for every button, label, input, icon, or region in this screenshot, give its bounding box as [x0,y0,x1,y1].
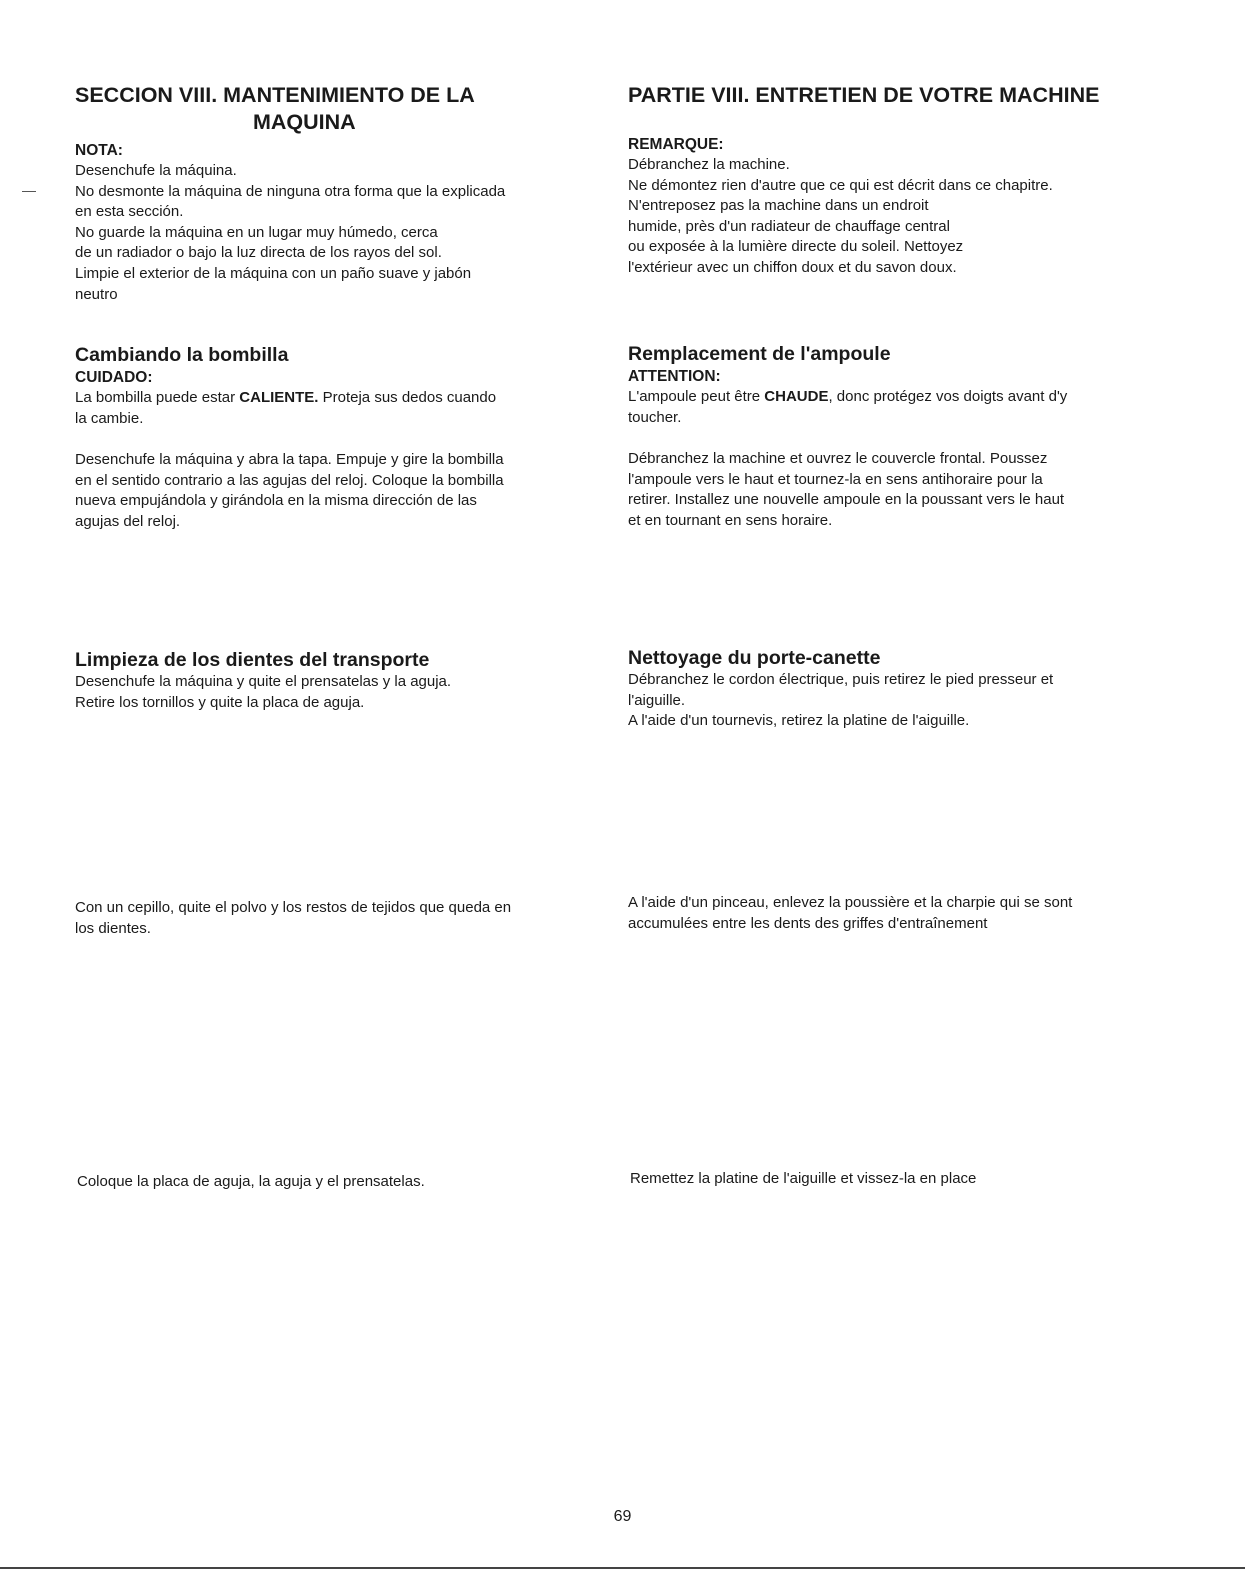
es-caution-post: Proteja sus dedos cuando [318,389,497,406]
fr-replace-text: Remettez la platine de l'aiguille et vissez-la en place [630,1170,977,1187]
es-feed-text [75,672,615,713]
fr-bulb-line: l'ampoule vers le haut et tournez-la en sens antihoraire pour la [628,470,1043,488]
fr-note-line: Ne démontez rien d'autre que ce qui est décrit dans ce chapitre. [628,176,1053,194]
fr-brush-section [628,893,1188,934]
fr-section-header [628,82,1188,279]
fr-bulb-title: Remplacement de l'ampoule [628,343,891,365]
es-note-line: en esta sección. [75,203,184,221]
fr-caution-post: , donc protégez vos doigts avant d'y [828,388,1068,405]
fr-feed-section [628,646,1188,732]
es-bulb-line: nueva empujándola y girándola en la misma dirección de las [75,492,477,510]
fr-brush-line: accumulées entre les dents des griffes d'entraînement [628,914,988,932]
fr-bulb-line: et en tournant en sens horaire. [628,511,833,529]
es-caution-hot: CALIENTE. [239,389,319,406]
es-feed-section [75,648,615,713]
fr-brush-line: A l'aide d'un pinceau, enlevez la poussière et la charpie qui se sont [628,894,1073,911]
page-number: 69 [613,1508,632,1525]
es-note-text [75,161,615,305]
fr-bulb-section [628,342,1188,532]
fr-section-title: PARTIE VIII. ENTRETIEN DE VOTRE MACHINE [628,83,1100,107]
es-bulb-section [75,343,615,533]
bottom-rule [0,1567,1245,1569]
es-note-line: Limpie el exterior de la máquina con un paño suave y jabón [75,264,472,282]
fr-caution-line: toucher. [628,408,682,426]
es-brush-text [75,898,615,939]
fr-note-line: humide, près d'un radiateur de chauffage central [628,217,950,235]
es-brush-line: Con un cepillo, quite el polvo y los restos de tejidos que queda en [75,899,512,916]
es-section-title-line2: MAQUINA [253,110,356,134]
es-bulb-line: en el sentido contrario a las agujas del reloj. Coloque la bombilla [75,471,504,489]
es-bulb-title: Cambiando la bombilla [75,344,289,366]
fr-feed-title: Nettoyage du porte-canette [628,647,881,669]
es-caution-text [75,388,615,429]
fr-note-text [628,155,1188,279]
fr-feed-text [628,670,1188,732]
fr-bulb-text [628,449,1188,531]
fr-caution-label: ATTENTION: [628,368,721,385]
es-feed-line: Retire los tornillos y quite la placa de aguja. [75,693,365,711]
fr-bulb-line: Débranchez la machine et ouvrez le couvercle frontal. Poussez [628,450,1048,468]
fr-caution-pre: L'ampoule peut être [628,388,765,405]
es-feed-line: Desenchufe la máquina y quite el prensatelas y la aguja. [75,673,452,690]
fr-caution-line [628,387,1188,408]
fr-feed-line: l'aiguille. [628,691,686,709]
fr-feed-line: Débranchez le cordon électrique, puis retirez le pied presseur et [628,671,1054,688]
es-note-line: de un radiador o bajo la luz directa de los rayos del sol. [75,244,442,262]
fr-bulb-line: retirer. Installez une nouvelle ampoule en la poussant vers le haut [628,491,1065,509]
es-caution-label: CUIDADO: [75,369,153,386]
fr-note-line: Débranchez la machine. [628,156,790,173]
es-caution-line: la cambie. [75,409,144,427]
es-feed-title: Limpieza de los dientes del transporte [75,649,430,671]
fr-brush-text [628,893,1188,934]
es-section-title-line1: SECCION VIII. MANTENIMIENTO DE LA [75,83,475,107]
fr-feed-line: A l'aide d'un tournevis, retirez la platine de l'aiguille. [628,712,970,730]
es-note-line: No guarde la máquina en un lugar muy húmedo, cerca [75,223,438,241]
fr-replace-section [630,1169,1190,1190]
es-section-header [75,82,615,305]
es-section-title [75,82,615,136]
es-caution-pre: La bombilla puede estar [75,389,240,406]
es-bulb-line: agujas del reloj. [75,512,181,530]
fr-caution-hot: CHAUDE [764,388,829,405]
fr-note-label: REMARQUE: [628,136,724,153]
fr-caution-text [628,387,1188,428]
es-note-line: No desmonte la máquina de ninguna otra forma que la explicada [75,182,506,200]
es-brush-section [75,898,615,939]
fr-note-line: N'entreposez pas la machine dans un endroit [628,197,929,215]
es-replace-section [77,1172,617,1193]
es-brush-line: los dientes. [75,919,151,937]
es-bulb-line: Desenchufe la máquina y abra la tapa. Empuje y gire la bombilla [75,451,504,469]
fr-note-line: l'extérieur avec un chiffon doux et du savon doux. [628,258,957,276]
es-bulb-text [75,450,615,532]
es-note-line: neutro [75,285,118,303]
es-note-label: NOTA: [75,142,123,159]
fr-note-line: ou exposée à la lumière directe du soleil. Nettoyez [628,238,964,256]
es-replace-text: Coloque la placa de aguja, la aguja y el prensatelas. [77,1173,425,1190]
es-caution-line [75,388,615,409]
es-note-line: Desenchufe la máquina. [75,162,237,179]
margin-mark [22,191,36,192]
